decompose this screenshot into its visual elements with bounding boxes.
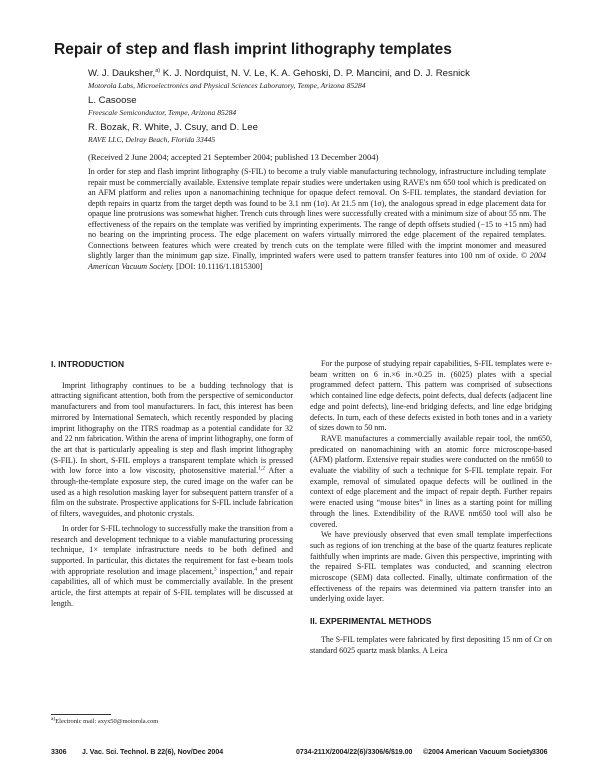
- section-heading-introduction: I. INTRODUCTION: [51, 359, 125, 369]
- intro-p2-text-end: and repair capabilities, all of which must be commercially available. In the present article, the first attempts at repair of S-FIL templates will be discussed at length.: [51, 566, 293, 608]
- affiliation-3: RAVE LLC, Delray Beach, Florida 33445: [88, 135, 216, 144]
- paper-title: Repair of step and flash imprint lithography templates: [54, 41, 452, 58]
- abstract: [88, 167, 546, 272]
- abstract-copyright: © 2004 American Vacuum Society.: [88, 251, 546, 271]
- abstract-doi: [DOI: 10.1116/1.1815300]: [176, 261, 263, 271]
- footer-code: 0734-211X/2004/22(6)/3306/6/$19.00: [296, 749, 413, 756]
- author-rest: K. J. Nordquist, N. V. Le, K. A. Gehoski, D. P. Mancini, and D. J. Resnick: [160, 68, 470, 79]
- intro-p1-text-cont: After a through-the-template exposure step, the cured image on the wafer can be used as a high resolution masking layer for subsequent pattern transfer of a film on the substrate. Prospective applications for S-FIL include fabrication of filters, waveguides, and photonic crystals.: [51, 466, 293, 519]
- footnote-rule: [51, 714, 111, 715]
- affiliation-1: Motorola Labs, Microelectronics and Physical Sciences Laboratory, Tempe, Arizona 85284: [88, 81, 366, 90]
- footer-society: ©2004 American Vacuum Society: [423, 749, 533, 756]
- intro-paragraph-1: [51, 381, 293, 520]
- intro-paragraph-4: RAVE manufactures a commercially available repair tool, the nm650, predicated on nanomachining with an atomic force microscope-based (AFM) platform. Extensive repair studies were conducted on the nm650 to evaluate the viability of such a technique for S-FIL template repair. For example, removal of simulated opaque defects will be outlined in the context of edge placement and the impact of repair depth. Further repairs were enacted using “mouse bites” in lines as a starting point for milling through the lines. Extendibility of the RAVE nm650 tool will also be covered.: [310, 433, 552, 529]
- intro-p1-text: Imprint lithography continues to be a budding technology that is attracting significant attention, both from the perspective of semiconductor manufacturers and from tool manufacturers. In fact, this interest has been mirrored by International Sematech, which recently responded by placing imprint lithography on the ITRS roadmap as a potential candidate for 32 and 22 nm fabrication. Within the arena of imprint lithography, one form of the art that is particularly appealing is step and flash imprint lithography (S-FIL). In short, S-FIL employs a transparent template which is pressed with low force into a low viscosity, photosensitive material.: [51, 380, 293, 476]
- methods-paragraph-1: The S-FIL templates were fabricated by first depositing 15 nm of Cr on standard 6025 quartz mask blanks. A Leica: [310, 634, 552, 655]
- author-lead: W. J. Dauksher,: [88, 68, 156, 79]
- footer-page-number-right: 3306: [532, 749, 548, 756]
- citation: 3: [213, 566, 217, 572]
- footer-journal: J. Vac. Sci. Technol. B 22(6), Nov/Dec 2004: [82, 749, 224, 756]
- author-line-1: [88, 68, 470, 79]
- section-heading-experimental-methods: II. EXPERIMENTAL METHODS: [310, 616, 432, 627]
- intro-paragraph-3: For the purpose of studying repair capabilities, S-FIL templates were e-beam written on 6 in.×6 in.×0.25 in. (6025) plates with a special programmed defect pattern. This pattern was comprised of subsections which contained line edge defects, point defects, dual defects (adjacent line edge and point defects), line-end bridging defects, and line edge bridging defects. In turn, each of these defects existed in both tones and in a variety of sizes down to 50 nm.: [310, 359, 552, 433]
- footnote-marker: a): [51, 715, 56, 722]
- author-line-2: L. Casoose: [88, 95, 137, 106]
- affiliation-2: Freescale Semiconductor, Tempe, Arizona 85284: [88, 108, 237, 117]
- right-column: [310, 359, 552, 656]
- footnote-text: Electronic mail: axyx50@motorola.com: [55, 718, 159, 725]
- author-line-3: R. Bozak, R. White, J. Csuy, and D. Lee: [88, 122, 258, 133]
- author-footnote-marker: a): [155, 67, 161, 74]
- intro-paragraph-5: We have previously observed that even small template imperfections such as regions of ion trenching at the base of the quartz features replicate faithfully when imprints are made. Given this perspective, imprinting with the repaired S-FIL templates was conducted, and scanning electron microscope (SEM) data collected. Finally, ultimate confirmation of the effectiveness of the repairs was determined via pattern transfer into an underlying oxide layer.: [310, 530, 552, 604]
- citation: 1,2: [258, 465, 265, 472]
- footnote: [51, 715, 159, 725]
- footer-page-number-left: 3306: [51, 749, 67, 756]
- citation: 4: [254, 566, 258, 572]
- abstract-body: In order for step and flash imprint lithography (S-FIL) to become a truly viable manufacturing technology, infrastructure including template repair must be commercially available. Extensive template repair studies were undertaken using RAVE's nm 650 tool which is predicated on an AFM platform and relies upon a nanomachining technique for opaque defect removal. On S-FIL templates, the standard deviation for depth repairs in quartz from the target depth was found to be 3.1 nm (1σ). At 21.5 nm (1σ), the analogous spread in edge placement data for opaque line protrusions was somewhat higher. Trench cuts through lines were successfully created with a minimum size of about 55 nm. The effectiveness of the repairs on the template was verified by imprinting experiments. The range of depth offsets studied (−15 to +15 nm) had no bearing on the imprinting process. The edge placement on wafers virtually mirrored the edge placement of the repaired templates. Connections between features which were created by trench cuts on the template were filled with the imprint monomer and measured slightly larger than the minimum gap size. Finally, imprinted wafers were used to pattern transfer features into 100 nm of oxide.: [88, 167, 546, 261]
- left-column: [51, 359, 293, 609]
- intro-p2-text-cont: inspection,: [216, 566, 255, 576]
- intro-p2-text: In order for S-FIL technology to successfully make the transition from a research and development technique to a viable manufacturing processing technique, 1× template infrastructure needs to be both defined and supported. In particular, this dictates the requirement for fast e-beam tools with appropriate resolution and image placement,: [51, 523, 293, 576]
- received-dates: (Received 2 June 2004; accepted 21 September 2004; published 13 December 2004): [88, 152, 379, 162]
- intro-paragraph-2: [51, 524, 293, 610]
